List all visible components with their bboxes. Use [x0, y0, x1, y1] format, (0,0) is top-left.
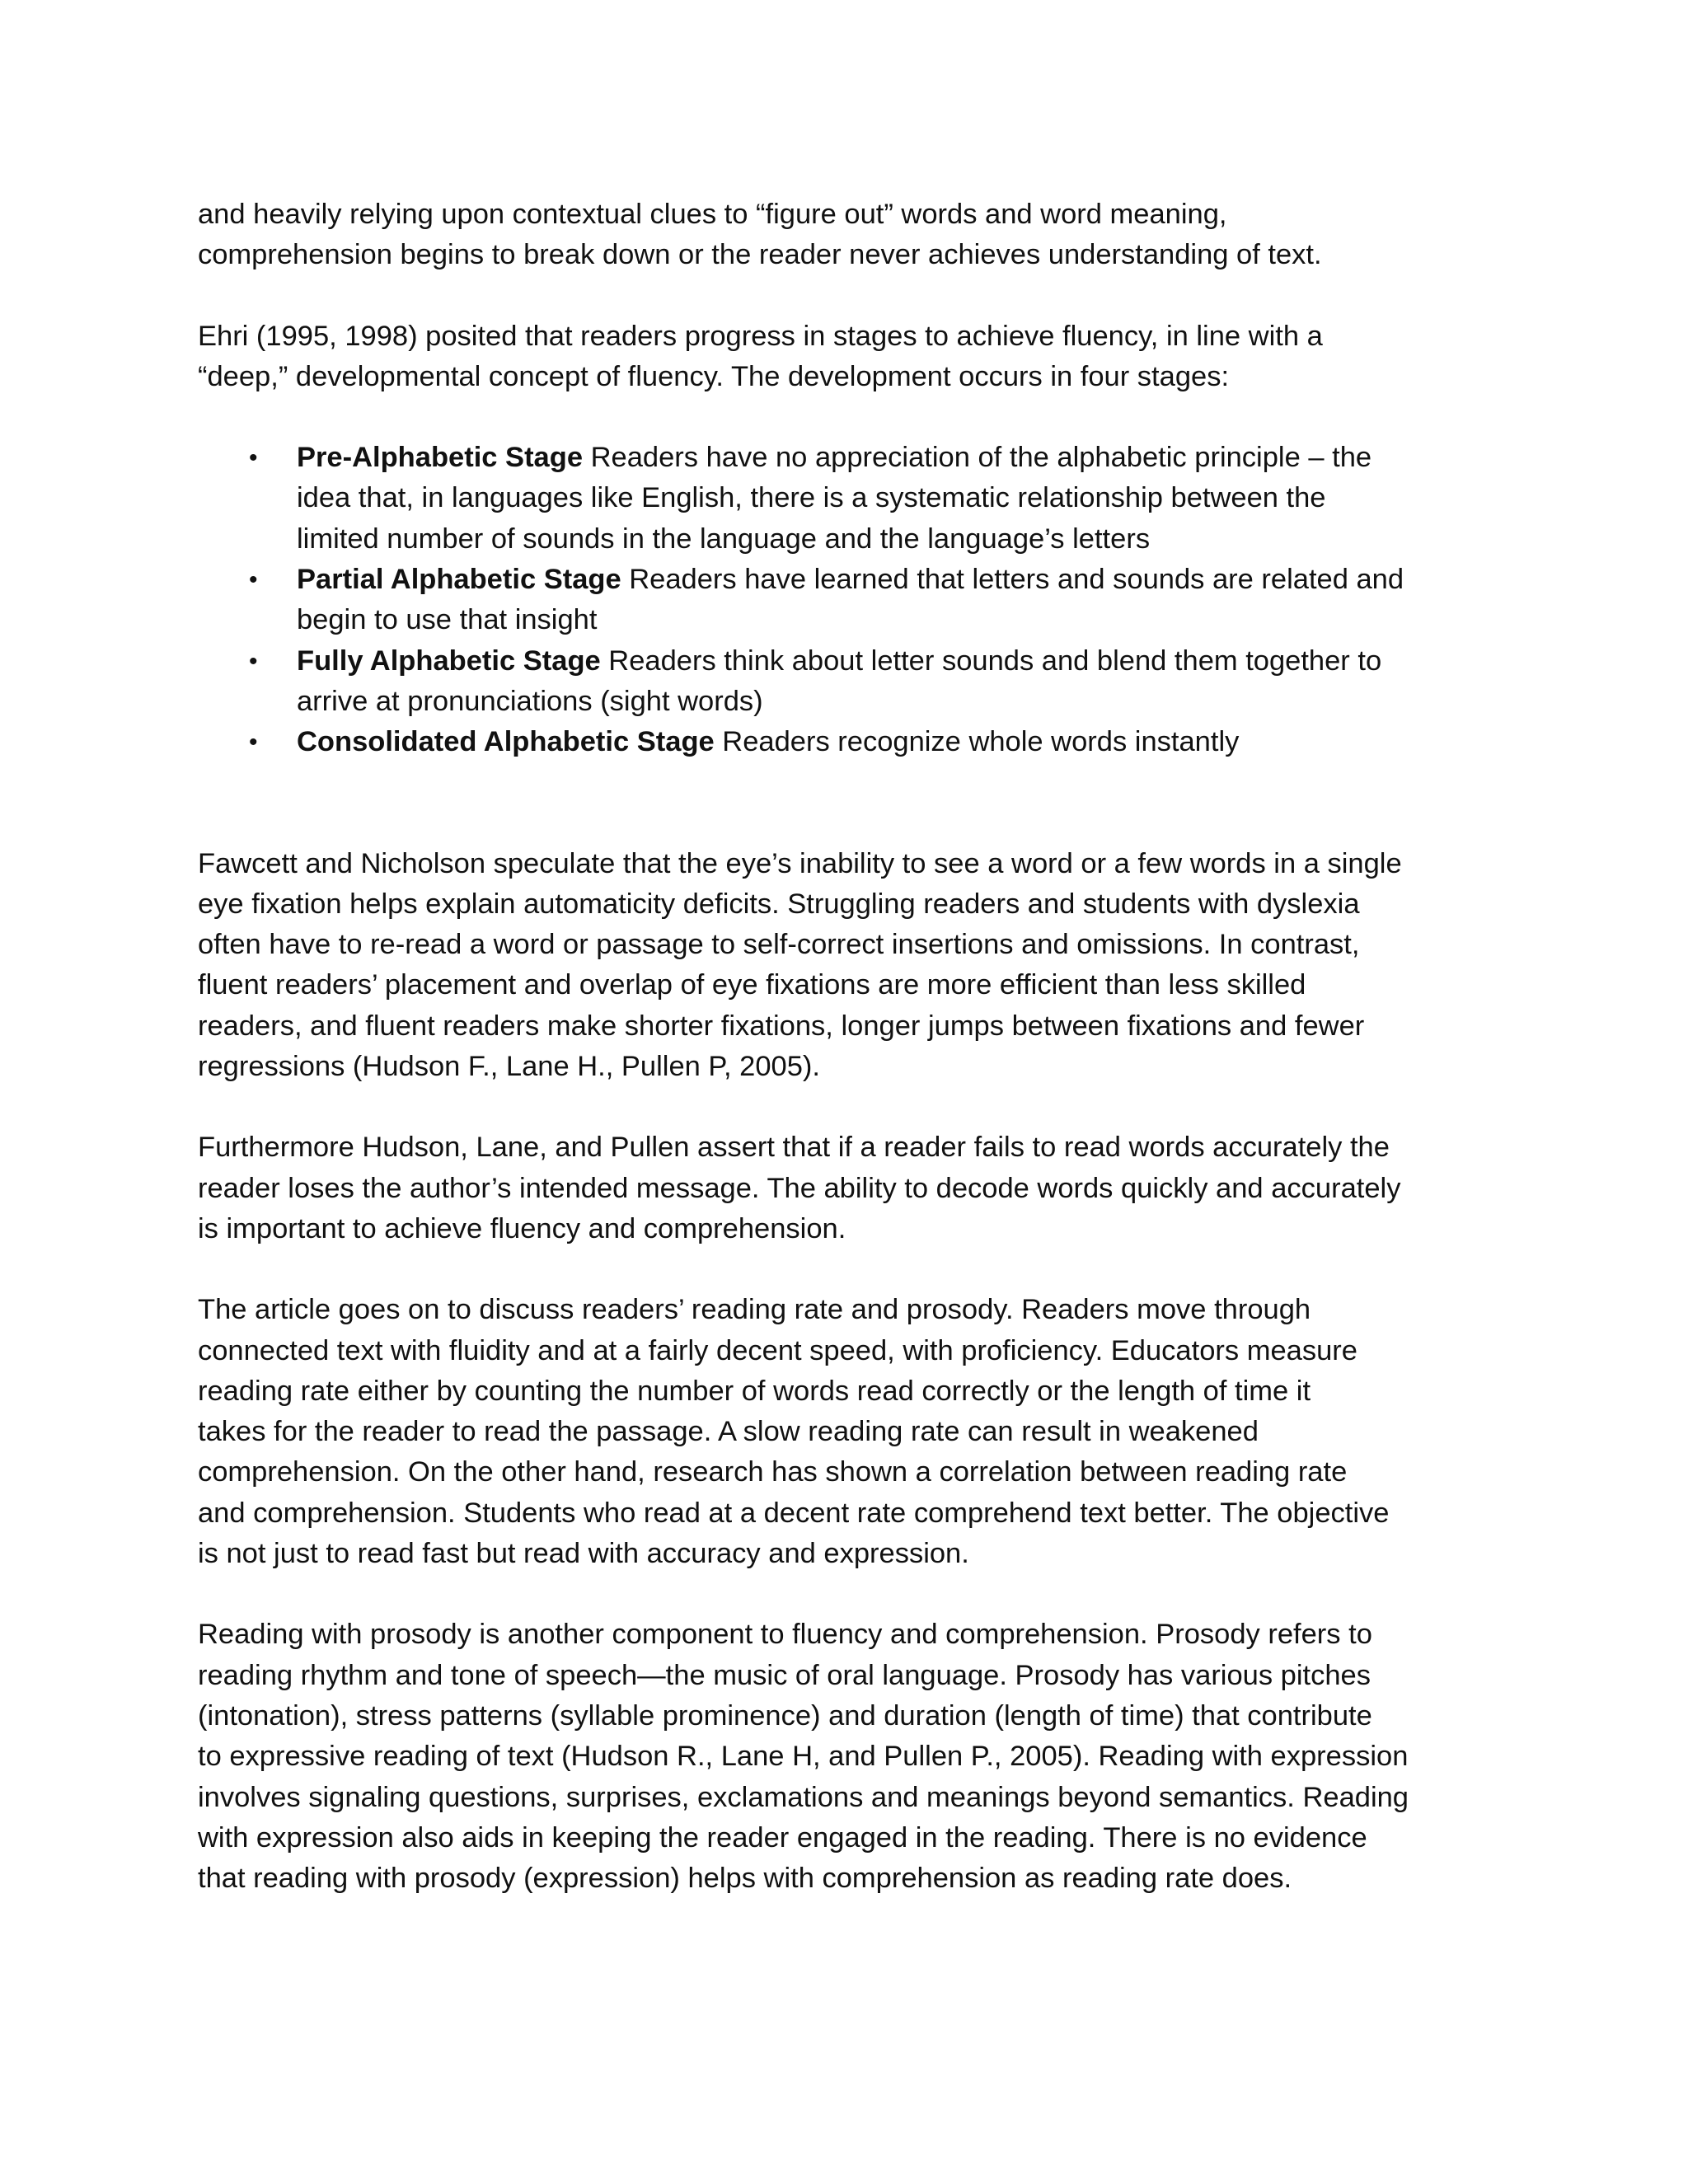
text-line: comprehension. On the other hand, research has shown a correlation between reading rate	[198, 1456, 1348, 1488]
text-line: and comprehension. Students who read at a decent rate comprehend text better. The objective	[198, 1497, 1390, 1529]
document-page	[198, 194, 1500, 1899]
text-line: regressions (Hudson F., Lane H., Pullen P, 2005).	[198, 1051, 820, 1083]
text-line: is not just to read fast but read with accuracy and expression.	[198, 1538, 969, 1570]
text-line: with expression also aids in keeping the reader engaged in the reading. There is no evidence	[198, 1821, 1367, 1854]
paragraph-gap	[198, 1249, 1500, 1290]
stage-description: Readers have no appreciation of the alphabetic principle – the	[583, 442, 1372, 474]
text-line: is important to achieve fluency and comprehension.	[198, 1212, 846, 1244]
text-line: that reading with prosody (expression) helps with comprehension as reading rate does.	[198, 1863, 1292, 1895]
text-line: “deep,” developmental concept of fluency. The development occurs in four stages:	[198, 360, 1230, 392]
text-line: connected text with fluidity and at a fairly decent speed, with proficiency. Educators measure	[198, 1334, 1357, 1366]
text-line: Ehri (1995, 1998) posited that readers progress in stages to achieve fluency, in line with a	[198, 320, 1323, 352]
text-line: arrive at pronunciations (sight words)	[297, 685, 763, 717]
bullet-icon: •	[249, 729, 258, 757]
stage-description: Readers have learned that letters and sounds are related and	[621, 564, 1404, 596]
paragraph-gap	[198, 1087, 1500, 1127]
text-line: fluent readers’ placement and overlap of eye fixations are more efficient than less skilled	[198, 969, 1306, 1001]
paragraph-reading-rate	[198, 1290, 1500, 1574]
text-line: begin to use that insight	[297, 604, 598, 636]
text-line: idea that, in languages like English, there is a systematic relationship between the	[297, 482, 1326, 514]
text-line: and heavily relying upon contextual clues to “figure out” words and word meaning,	[198, 199, 1227, 230]
list-item-consolidated-alphabetic	[198, 722, 1500, 762]
text-line: to expressive reading of text (Hudson R., Lane H, and Pullen P., 2005). Reading with expression	[198, 1741, 1409, 1773]
text-line: Fawcett and Nicholson speculate that the eye’s inability to see a word or a few words in a single	[198, 847, 1402, 879]
text-line: (intonation), stress patterns (syllable prominence) and duration (length of time) that contribute	[198, 1699, 1372, 1732]
paragraph-context-clues	[198, 194, 1500, 276]
paragraph-hudson-lane-pullen	[198, 1127, 1500, 1249]
text-line: comprehension begins to break down or the reader never achieves understanding of text.	[198, 239, 1322, 271]
text-line: limited number of sounds in the language and the language’s letters	[297, 523, 1151, 555]
paragraph-gap	[198, 276, 1500, 316]
list-item-pre-alphabetic	[198, 438, 1500, 560]
text-line: readers, and fluent readers make shorter fixations, longer jumps between fixations and fewer	[198, 1010, 1365, 1042]
text-line: often have to re-read a word or passage to self-correct insertions and omissions. In contrast,	[198, 929, 1360, 961]
text-line: takes for the reader to read the passage. A slow reading rate can result in weakened	[198, 1416, 1259, 1448]
stage-term: Pre-Alphabetic Stage	[297, 442, 584, 474]
bullet-icon: •	[249, 444, 258, 472]
bullet-icon: •	[249, 647, 258, 675]
stage-term: Fully Alphabetic Stage	[297, 644, 601, 677]
bullet-icon: •	[249, 566, 258, 594]
stage-description: Readers think about letter sounds and blend them together to	[600, 644, 1382, 677]
list-item-partial-alphabetic	[198, 560, 1500, 641]
text-line: Reading with prosody is another component to fluency and comprehension. Prosody refers to	[198, 1619, 1372, 1651]
stage-term: Partial Alphabetic Stage	[297, 564, 621, 596]
stage-description: Readers recognize whole words instantly	[714, 726, 1240, 758]
text-line: eye fixation helps explain automaticity deficits. Struggling readers and students with dyslexia	[198, 888, 1360, 920]
paragraph-fawcett-nicholson	[198, 844, 1500, 1088]
text-line: The article goes on to discuss readers’ reading rate and prosody. Readers move through	[198, 1294, 1311, 1326]
text-line: involves signaling questions, surprises, exclamations and meanings beyond semantics. Reading	[198, 1781, 1409, 1813]
text-line: Furthermore Hudson, Lane, and Pullen assert that if a reader fails to read words accurately the	[198, 1132, 1390, 1164]
stages-list	[198, 438, 1500, 762]
paragraph-prosody	[198, 1615, 1500, 1899]
stage-term: Consolidated Alphabetic Stage	[297, 726, 715, 758]
paragraph-gap	[198, 1574, 1500, 1615]
paragraph-gap	[198, 397, 1500, 438]
text-line: reading rate either by counting the number of words read correctly or the length of time it	[198, 1375, 1311, 1407]
text-line: reader loses the author’s intended message. The ability to decode words quickly and accurately	[198, 1172, 1401, 1204]
paragraph-ehri-stages-intro	[198, 316, 1500, 398]
text-line: reading rhythm and tone of speech—the music of oral language. Prosody has various pitches	[198, 1659, 1371, 1691]
paragraph-gap	[198, 763, 1500, 844]
list-item-fully-alphabetic	[198, 641, 1500, 723]
